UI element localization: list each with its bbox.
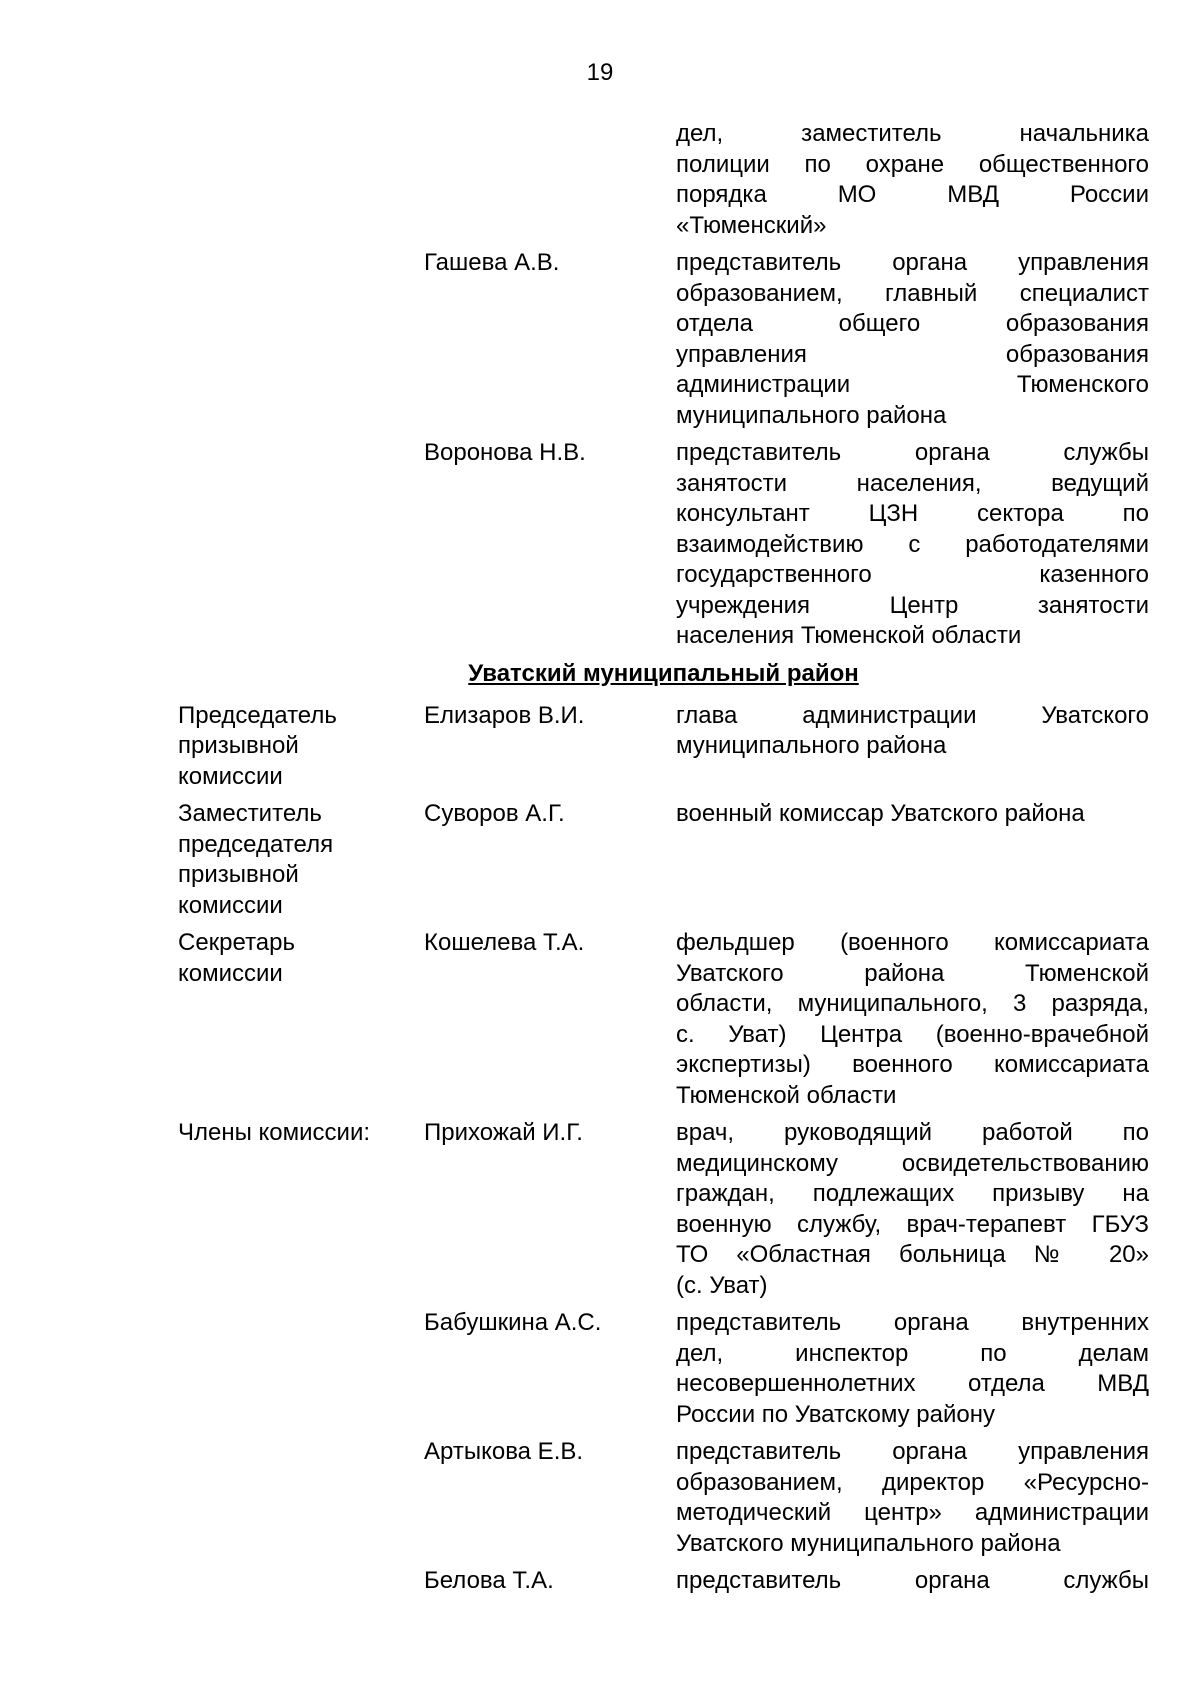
member-name: Белова Т.А. (424, 1567, 554, 1594)
member-row (178, 1437, 1158, 1559)
member-role-line: председателя (178, 830, 334, 858)
member-position-line: учреждения Центр занятости (676, 591, 1149, 619)
member-role-line: Секретарь (178, 929, 295, 956)
member-position-line: «Тюменский» (676, 211, 827, 239)
member-position-line: с. Уват) Центра (военно-врачебной (676, 1020, 1149, 1048)
member-position-line: представитель органа службы (676, 1567, 1149, 1594)
member-position-line: дел, инспектор по делам (676, 1339, 1149, 1367)
member-position (676, 701, 1149, 793)
member-role (178, 248, 424, 431)
member-position-line: ТО «Областная больница № 20» (676, 1241, 1149, 1268)
member-position-line: медицинскому освидетельствованию (676, 1149, 1149, 1177)
member-role-line: призывной (178, 861, 299, 888)
member-role-line: Председатель (178, 701, 337, 729)
member-role-line: комиссии (178, 762, 283, 790)
member-role-line: Члены комиссии: (178, 1119, 371, 1146)
member-name: Суворов А.Г. (424, 800, 565, 827)
member-position-line: глава администрации Уватского (676, 701, 1149, 729)
member-role (178, 1308, 424, 1430)
member-position-line: Уватского муниципального района (676, 1529, 1061, 1557)
member-role-line: комиссии (178, 959, 283, 987)
member-role (178, 1437, 424, 1559)
member-position-line: граждан, подлежащих призыву на (676, 1180, 1149, 1207)
member-name: Артыкова Е.В. (424, 1438, 584, 1465)
member-position-line: представитель органа службы (676, 439, 1149, 466)
member-position-line: представитель органа внутренних (676, 1309, 1149, 1336)
member-position-line: муниципального района (676, 401, 947, 429)
member-position-line: муниципального района (676, 732, 947, 759)
member-position-line: врач, руководящий работой по (676, 1119, 1149, 1146)
section-heading: Уватский муниципальный район (468, 659, 859, 687)
member-position (676, 119, 1149, 241)
commission-list (178, 119, 1158, 1604)
member-position-line: населения Тюменской области (676, 622, 1022, 649)
member-role-line: призывной (178, 732, 299, 759)
member-position-line: дел, заместитель начальника (676, 120, 1149, 147)
member-position-line: военный комиссар Уватского района (676, 800, 1085, 827)
member-position-line: занятости населения, ведущий (676, 469, 1149, 497)
member-role (178, 799, 424, 921)
member-row (178, 799, 1158, 921)
member-position-line: фельдшер (военного комиссариата (676, 929, 1149, 956)
member-position-line: отдела общего образования (676, 310, 1149, 337)
member-position-line: образованием, главный специалист (676, 279, 1149, 307)
member-position (676, 1308, 1149, 1430)
member-position-line: России по Уватскому району (676, 1400, 995, 1428)
member-role (178, 701, 424, 793)
member-role (178, 928, 424, 1111)
member-position-line: порядка МО МВД России (676, 181, 1149, 208)
member-position-line: консультант ЦЗН сектора по (676, 500, 1149, 527)
member-position (676, 1566, 1149, 1597)
member-name (424, 119, 676, 241)
member-role (178, 119, 424, 241)
member-name: Бабушкина А.С. (424, 1309, 602, 1336)
member-position-line: экспертизы) военного комиссариата (676, 1051, 1149, 1078)
section-rows (178, 701, 1158, 1597)
member-row (178, 1118, 1158, 1301)
member-name: Елизаров В.И. (424, 701, 585, 729)
member-row (178, 119, 1158, 241)
member-position (676, 438, 1149, 652)
member-position-line: Тюменской области (676, 1081, 897, 1109)
member-position-line: администрации Тюменского (676, 371, 1149, 398)
member-position-line: методический центр» администрации (676, 1499, 1149, 1526)
member-role-line: комиссии (178, 891, 283, 919)
member-position-line: Уватского района Тюменской (676, 959, 1149, 987)
member-role (178, 1566, 424, 1597)
member-name: Воронова Н.В. (424, 439, 586, 466)
member-position-line: представитель органа управления (676, 249, 1149, 276)
member-position-line: образованием, директор «Ресурсно- (676, 1468, 1149, 1496)
member-position-line: полиции по охране общественного (676, 150, 1149, 178)
member-position (676, 1437, 1149, 1559)
member-position-line: (с. Уват) (676, 1271, 768, 1299)
member-position (676, 248, 1149, 431)
top-rows (178, 119, 1158, 652)
member-position-line: взаимодействию с работодателями (676, 530, 1149, 558)
member-position (676, 1118, 1149, 1301)
member-row (178, 701, 1158, 793)
member-role (178, 438, 424, 652)
page-number: 19 (586, 59, 614, 86)
member-position-line: несовершеннолетних отдела МВД (676, 1370, 1149, 1397)
member-name: Прихожай И.Г. (424, 1119, 583, 1146)
member-row (178, 438, 1158, 652)
member-row (178, 248, 1158, 431)
member-role (178, 1118, 424, 1301)
member-position-line: представитель органа управления (676, 1438, 1149, 1465)
member-position-line: управления образования (676, 340, 1149, 368)
member-row (178, 1566, 1158, 1597)
member-role-line: Заместитель (178, 800, 322, 827)
member-name: Гашева А.В. (424, 249, 560, 276)
member-position-line: военную службу, врач-терапевт ГБУЗ (676, 1210, 1149, 1238)
member-name: Кошелева Т.А. (424, 929, 585, 956)
member-row (178, 1308, 1158, 1430)
member-row (178, 928, 1158, 1111)
member-position-line: государственного казенного (676, 561, 1149, 588)
member-position (676, 799, 1149, 921)
member-position-line: области, муниципального, 3 разряда, (676, 990, 1149, 1017)
member-position (676, 928, 1149, 1111)
